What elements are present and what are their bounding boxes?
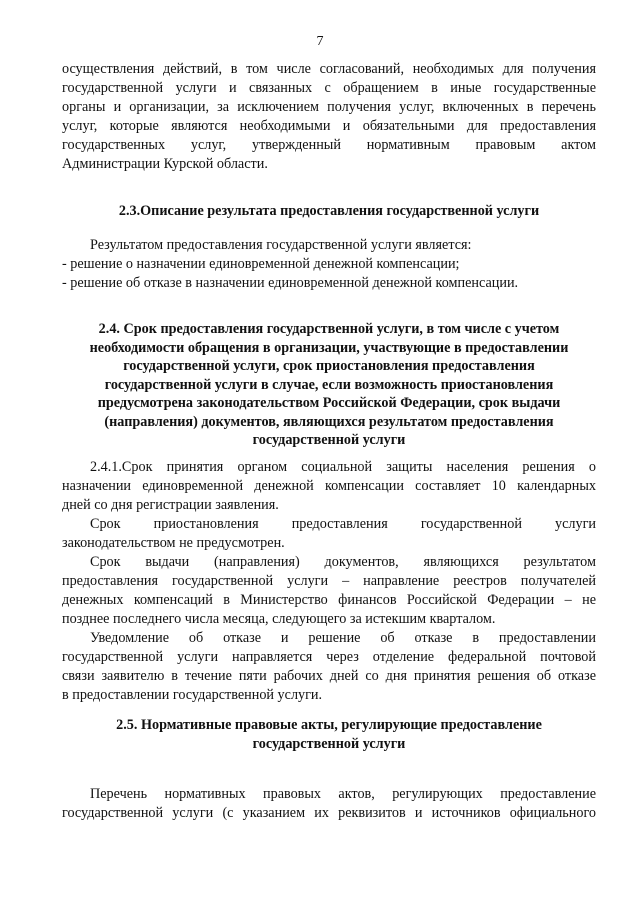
text-line: Уведомление об отказе и решение об отказе в предоставлении	[90, 630, 596, 646]
text-line: государственной услуги (с указанием их реквизитов и источников официального	[62, 805, 596, 821]
text-line: органы и организации, за исключением получения услуг, включенных в перечень	[62, 99, 596, 115]
heading-line: государственной услуги	[252, 432, 406, 448]
heading-line: (направления) документов, являющихся результатом предоставления	[104, 413, 554, 430]
text-line: Срок выдачи (направления) документов, являющихся результатом	[90, 554, 596, 570]
heading-line: необходимости обращения в организации, участвующие в предоставлении	[89, 339, 569, 356]
heading-line: государственной услуги в случае, если возможность приостановления	[104, 376, 554, 393]
text-line: связи заявителю в течение пяти рабочих дней со дня принятия решения об отказе	[62, 668, 596, 684]
page-number: 7	[316, 34, 324, 49]
text-line: позднее последнего числа месяца, следующего за истекшим кварталом.	[62, 611, 496, 627]
heading-line: 2.5. Нормативные правовые акты, регулирующие предоставление	[116, 717, 542, 733]
section-2-5-body	[62, 785, 596, 823]
result-item: - решение о назначении единовременной денежной компенсации;	[62, 256, 460, 272]
text-line: дней со дня регистрации заявления.	[62, 497, 279, 513]
top-paragraph	[62, 60, 596, 174]
section-2-3-body	[62, 236, 596, 293]
section-2-3-intro: Результатом предоставления государственной услуги является:	[90, 237, 472, 253]
text-line: государственных услуг, утвержденный нормативным правовым актом	[62, 137, 596, 153]
text-line: Администрации Курской области.	[62, 156, 268, 172]
text-line: государственной услуги направляется через отделение федеральной почтовой	[62, 649, 596, 665]
text-line: в предоставлении государственной услуги.	[62, 687, 323, 703]
text-line: назначении единовременной денежной компенсации составляет 10 календарных	[62, 478, 596, 494]
text-line: услуг, которые являются необходимыми и обязательными для предоставления	[62, 118, 596, 134]
text-line: законодательством не предусмотрен.	[62, 535, 285, 551]
result-item: - решение об отказе в назначении единовременной денежной компенсации.	[62, 275, 519, 291]
text-line: Срок приостановления предоставления государственной услуги	[90, 516, 596, 532]
heading-line: государственной услуги, срок приостановления предоставления	[123, 358, 535, 374]
text-line: денежных компенсаций в Министерство финансов Российской Федерации – не	[62, 592, 596, 608]
text-line: осуществления действий, в том числе согласований, необходимых для получения	[62, 61, 596, 77]
heading-line: 2.4. Срок предоставления государственной услуги, в том числе с учетом	[98, 321, 560, 337]
section-2-4-body	[62, 458, 596, 705]
heading-line: предусмотрена законодательством Российской Федерации, срок выдачи	[97, 395, 561, 411]
heading-line: государственной услуги	[252, 735, 406, 752]
text-line: Перечень нормативных правовых актов, регулирующих предоставление	[90, 786, 596, 802]
section-2-5-heading	[62, 716, 596, 753]
section-2-4-heading	[62, 320, 596, 450]
section-2-3-heading: 2.3.Описание результата предоставления государственной услуги	[118, 203, 540, 219]
text-line: предоставления государственной услуги – направление реестров получателей	[62, 573, 596, 589]
text-line: 2.4.1.Срок принятия органом социальной защиты населения решения о	[90, 459, 596, 475]
text-line: государственной услуги и связанных с обращением в иные государственные	[62, 80, 596, 96]
